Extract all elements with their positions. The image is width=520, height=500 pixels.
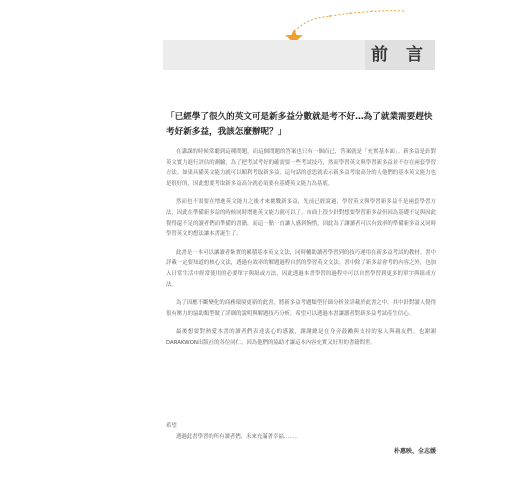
paragraph-5: 最後想要對熱愛本書的讀者們表達衷心的感激，謝謝總是在身旁鼓勵與支持的家人與親友們。也謝謝DARAKWON出版社的各位同仁。因為他們的協助才讓這本內容充實又好用的書籍問世。 [166,329,436,346]
title-band [163,40,435,70]
swirl-decoration [290,11,405,38]
paragraph-2: 然而也不需要在增進英文能力之後才來挑戰新多益，先前已經說過，學習英文與學習新多益不是兩套學習方法，因此在準備新多益的時候同時增進英文能力就可以了。市面上很少針對想要學習新多益但因為基礎不足與因此覺得還不足的讀者們而準備的書籍，而這一點一直讓人感到惋惜，因此為了讓讀者可以有效率的準備新多益又同時學習英文的想法讓本書誕生了。 [166,199,436,238]
wish-label: 希望 [166,423,177,429]
body-text [166,147,436,357]
opening-quote: 「已經學了很久的英文可是新多益分數就是考不好…為了就業需要趕快考好新多益，我該怎麼辦呢？」 [166,112,433,137]
wish-text: 透過此書學習的所有讀者們，未來充滿著幸福……。 [176,433,300,440]
paragraph-1: 在講課的時候常聽到這種問題，而這個問題的答案也只有一個而已，答案就是「充實基本面」。新多益是針對英文實力進行評估的測驗，為了把考試考好的確需要一些考試技巧，然而學習英文與學習新多益並不存在兩套學習方法。如果具備英文能力就可以順利考取新多益，這句話的意思就表示新多益考取高分的人他們的基本英文能力也是很好的，因此想要考取新多益高分就必須要有基礎英文能力為基底。 [166,149,436,187]
paragraph-3: 此書是一本可以讓讀者紮實的累積基本英文文法，同時輔助讀者學習到的技巧運用在新多益考試的教材。書中詳載一定要知道的核心文法，透過有效率的解題過程自然的學習英文文法。書中除了新多益會考的內容之外，也加入日常生活中經常使用的必要單字與組或方法，因此透過本書學習的過程中可以自然學習到更多的單字與組成方法。 [166,249,436,288]
closing [166,421,436,442]
paragraph-4: 為了因應不斷變化的商務環境更新的此書，將新多益考題類型仔細分析並詳載於此書之中。其中針對讀人覺得很有壓力的協助類型做了詳細的說明與解題技巧分析，希望可以透過本書讓讀者對新多益考試產生信心。 [166,300,436,317]
authors: 朴惠映、全志媛 [393,448,436,455]
page-title: 前 言 [365,40,435,70]
